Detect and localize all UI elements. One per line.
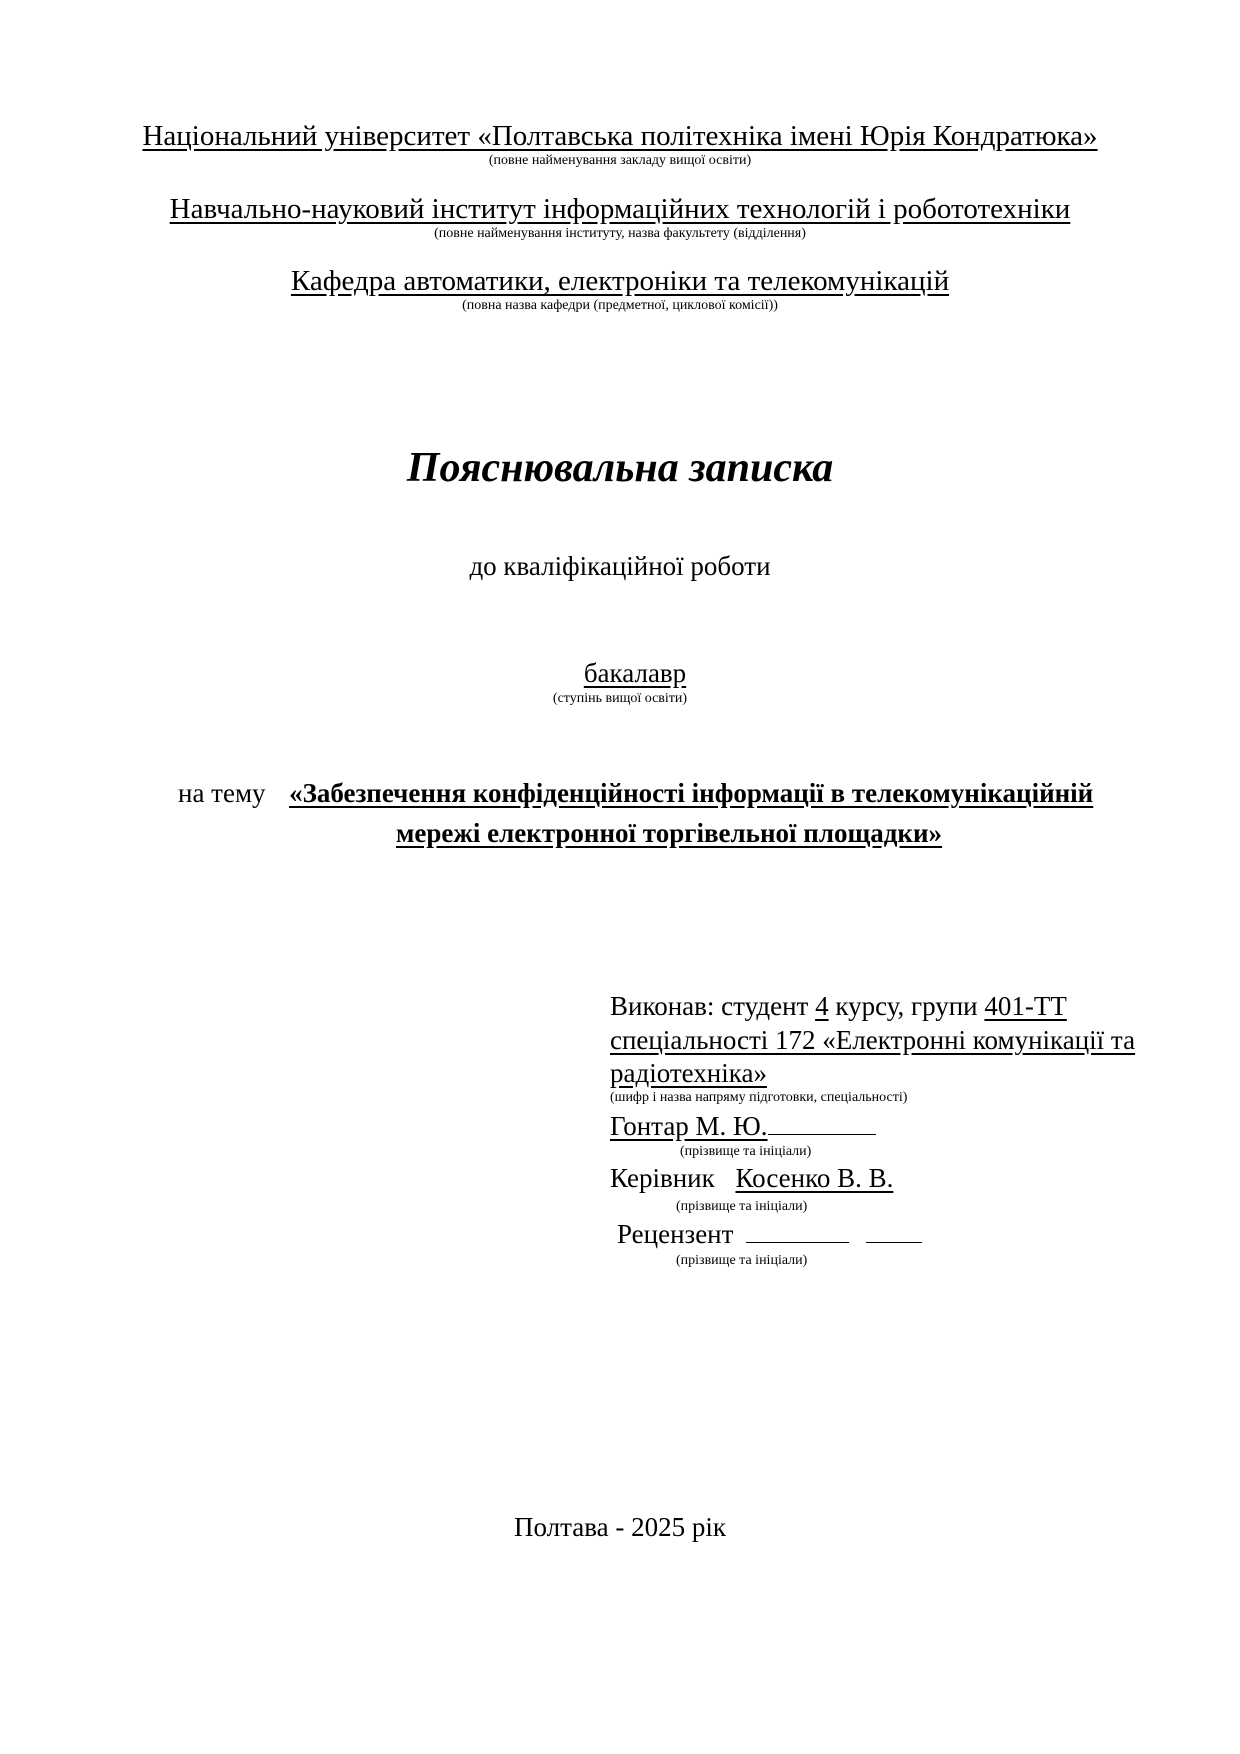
reviewer-blank-1 xyxy=(746,1216,849,1243)
supervisor-line xyxy=(610,1162,893,1194)
topic-title-line2: мережі електронної торгівельної площадки» xyxy=(395,818,943,848)
student-name-line xyxy=(610,1108,876,1142)
degree-value: бакалавр xyxy=(583,658,687,688)
topic-label: на тему xyxy=(178,778,266,808)
university-caption: (повне найменування закладу вищої освіти) xyxy=(488,153,752,168)
topic-title-line1: «Забезпечення конфіденційності інформації в телекомунікаційній xyxy=(289,778,1094,808)
department-caption: (повна назва кафедри (предметної, циклової комісії)) xyxy=(462,298,778,313)
course-label: курсу, групи xyxy=(835,991,978,1021)
topic-row xyxy=(178,773,1093,813)
group-value: 401-ТТ xyxy=(984,991,1067,1021)
supervisor-label: Керівник xyxy=(610,1163,715,1193)
university-name: Національний університет «Полтавська політехніка імені Юрія Кондратюка» xyxy=(142,120,1098,152)
department-name: Кафедра автоматики, електроніки та телекомунікацій xyxy=(290,265,950,297)
performed-line xyxy=(610,990,1067,1022)
student-name-caption: (прізвище та ініціали) xyxy=(680,1144,812,1159)
specialty-caption: (шифр і назва напряму підготовки, спеціальності) xyxy=(610,1090,908,1105)
performed-label: Виконав: студент xyxy=(610,991,809,1021)
course-value: 4 xyxy=(815,991,829,1021)
institute-name: Навчально-науковий інститут інформаційних технологій і робототехніки xyxy=(169,193,1071,225)
reviewer-label: Рецензент xyxy=(617,1219,734,1249)
specialty-line1: спеціальності 172 «Електронні комунікації та xyxy=(610,1025,1136,1055)
specialty-line2: радіотехніка» xyxy=(610,1058,767,1088)
reviewer-line xyxy=(617,1216,922,1250)
document-title: Пояснювальна записка xyxy=(406,445,834,491)
student-name-blank xyxy=(768,1108,876,1135)
supervisor-caption: (прізвище та ініціали) xyxy=(676,1199,808,1214)
reviewer-caption: (прізвище та ініціали) xyxy=(676,1253,808,1268)
degree-caption: (ступінь вищої освіти) xyxy=(552,691,688,706)
reviewer-blank-2 xyxy=(866,1216,922,1243)
degree-line xyxy=(0,657,1240,689)
city-year: Полтава - 2025 рік xyxy=(514,1512,726,1542)
document-subtitle: до кваліфікаційної роботи xyxy=(469,551,771,581)
supervisor-name: Косенко В. В. xyxy=(735,1163,894,1193)
institute-caption: (повне найменування інституту, назва факультету (відділення) xyxy=(434,226,806,241)
student-name: Гонтар М. Ю. xyxy=(610,1111,768,1141)
